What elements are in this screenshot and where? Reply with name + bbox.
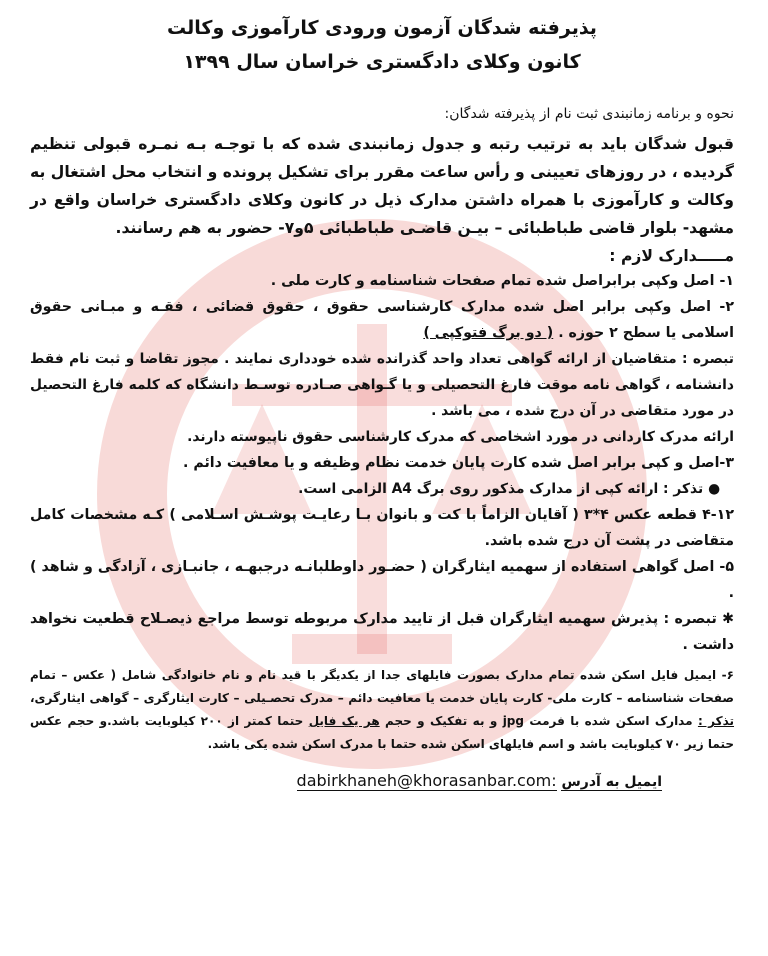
document-title: پذیرفته شدگان آزمون ورودی کارآموزی وکالت bbox=[167, 17, 597, 39]
email-address[interactable]: dabirkhaneh@khorasanbar.com: bbox=[296, 771, 557, 790]
note-extra: ارائه مدرک کاردانی در مورد اشخاصی که مدرک کارشناسی حقوق ناپیوسته دارند. bbox=[187, 429, 734, 445]
note-text: متقاضیان از ارائه گواهی تعداد واحد گذرانده شده خودداری نمایند . مجوز تقاضا و ثبت نام فقط دانشنامه ، گواهی نامه موقت فارغ التحصیلی و یا گـواهی صـادره توسـط دانشگاه که کلمه فارغ التحصیل در مورد متقاضی در آن درج شده ، می باشد . bbox=[30, 351, 734, 419]
documents-heading: مـــــدارک لازم : bbox=[609, 247, 734, 265]
list-item-2-text: ۲- اصل وکپی برابر اصل شده مدارک کارشناسی حقوق ، حقوق قضائی ، فقـه و مبـانی حقوق اسلامی یا سطح ۲ حوزه . bbox=[30, 299, 734, 341]
intro-text: نحوه و برنامه زمانبندی ثبت نام از پذیرفته شدگان: bbox=[444, 106, 734, 122]
list-item-6-text-c: حتما کمتر از ۲۰۰ کیلوبایت باشد.و حجم عکس حتما زیر ۷۰ کیلوبایت باشد و اسم فایلهای اسکن شده حتما با مدرک اسکن شده یکی باشد. bbox=[30, 714, 734, 751]
email-row bbox=[30, 768, 734, 795]
reminder-text: تذکر : ارائه کپی از مدارک مذکور روی برگ A4 الزامی است. bbox=[298, 481, 704, 497]
list-item-2-copies: ( دو برگ فتوکپی ) bbox=[423, 325, 554, 341]
star-note-text: تبصره : پذیرش سهمیه ایثارگران قبل از تایید مدارک مربوطه توسط مراجع ذیصـلاح قطعیت نخواهد داشت . bbox=[30, 611, 734, 653]
email-label: ایمیل به آدرس bbox=[561, 774, 662, 790]
list-item-6-reminder-label: تذکر : bbox=[697, 714, 735, 728]
main-paragraph: قبول شدگان باید به ترتیب رتبه و جدول زمانبندی شده که با توجـه بـه نمـره قبولی تنظیم گردیده ، در روزهای تعیینی و رأس ساعت مقرر برای تشکیل پرونده و انتخاب محل اشتغال به وکالت و کارآموزی با همراه داشتن مدارک ذیل در کانون وکلای دادگستری خراسان واقع در مشهد- بلوار قاضی طباطبائی – بیـن قاضـی طباطبائی ۵و۷- حضور به هم رسانند. bbox=[30, 135, 734, 237]
star-note bbox=[30, 606, 734, 658]
list-item-6 bbox=[30, 664, 734, 756]
document-subtitle: کانون وکلای دادگستری خراسان سال ۱۳۹۹ bbox=[183, 51, 581, 73]
document-page bbox=[0, 14, 768, 795]
list-item-1: ۱- اصل وکپی برابراصل شده تمام صفحات شناسنامه و کارت ملی . bbox=[270, 273, 734, 289]
note-label: تبصره : bbox=[681, 351, 734, 367]
list-item-6-text-a: ۶- ایمیل فایل اسکن شده تمام مدارک بصورت فایلهای جدا از یکدیگر با قید نام و نام خانوادگی شامل ( عکس – تمام صفحات شناسنامه – کارت ملی- کارت پایان خدمت یا معافیت دائم – مدرک تحصـیلی – کارت ایثارگری – گواهی ایثارگری، bbox=[30, 668, 734, 705]
bullet-icon: ● bbox=[707, 481, 720, 497]
list-item-3: ۳-اصل و کپی برابر اصل شده کارت پایان خدمت نظام وظیفه و یا معافیت دائم . bbox=[182, 455, 734, 471]
list-item-2 bbox=[30, 294, 734, 346]
list-item-5: ۵- اصل گواهی استفاده از سهمیه ایثارگران ( حضـور داوطلبانـه درجبهـه ، جانبـازی ، آزادگی و شاهد ) . bbox=[30, 559, 734, 601]
list-item-6-each-file: هر یک فایل bbox=[308, 714, 380, 728]
note-paragraph bbox=[30, 346, 734, 424]
star-icon: ✱ bbox=[722, 611, 734, 627]
reminder-row bbox=[30, 476, 734, 502]
list-item-6-text-b: مدارک اسکن شده با فرمت jpg و به تفکیک و حجم bbox=[385, 714, 693, 728]
list-item-4: ۴-۱۲ قطعه عکس ۴*۳ ( آقایان الزاماً با کت و بانوان بـا رعایـت پوشـش اسـلامی ) کـه مشخصات کامل متقاضی در پشت آن درج شده باشد. bbox=[30, 507, 734, 549]
